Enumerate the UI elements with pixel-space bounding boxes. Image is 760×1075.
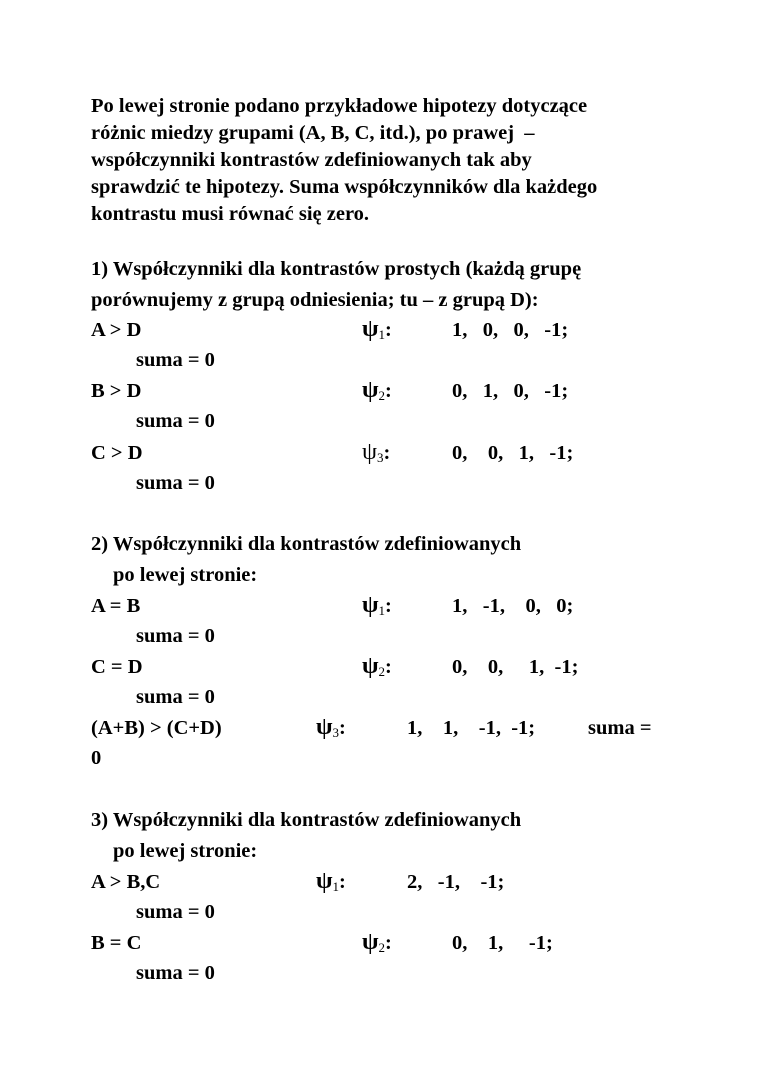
s1-row2-sum: suma = 0: [136, 410, 215, 432]
intro-line-3: współczynniki kontrastów zdefiniowanych tak aby: [91, 149, 532, 171]
s1-row1-psi: $\psi_1$:: [362, 316, 392, 342]
s2-row3-psi: $\psi_3$:: [316, 714, 346, 740]
psi-symbol: ψ: [362, 316, 379, 342]
s1-row2-psi: $\psi_2$:: [362, 377, 392, 403]
s2-row2-coefficients: 0, 0, 1, -1;: [452, 656, 579, 678]
psi-symbol: ψ: [362, 377, 379, 403]
psi-symbol: ψ: [362, 653, 379, 679]
s2-row2-psi: $\psi_2$:: [362, 653, 392, 679]
s2-row1-sum: suma = 0: [136, 625, 215, 647]
s1-row3-sum: suma = 0: [136, 472, 215, 494]
s2-row1-psi: $\psi_1$:: [362, 592, 392, 618]
s3-row1-sum: suma = 0: [136, 901, 215, 923]
s1-row1-hypothesis: A > D: [91, 319, 142, 341]
intro-line-4: sprawdzić te hipotezy. Suma współczynników dla każdego: [91, 176, 598, 198]
s3-row2-sum: suma = 0: [136, 962, 215, 984]
intro-line-1: Po lewej stronie podano przykładowe hipotezy dotyczące: [91, 95, 588, 117]
s2-row1-hypothesis: A = B: [91, 595, 141, 617]
s2-row2-hypothesis: C = D: [91, 656, 143, 678]
s1-row3-hypothesis: C > D: [91, 442, 143, 464]
psi-index: 3: [332, 725, 340, 740]
s3-row1-psi: $\psi_1$:: [316, 868, 346, 894]
psi-index: 2: [378, 940, 386, 955]
s2-row3-coefficients: 1, 1, -1, -1;: [407, 717, 536, 739]
s1-row1-sum: suma = 0: [136, 349, 215, 371]
s1-heading-line-2: porównujemy z grupą odniesienia; tu – z grupą D):: [91, 289, 539, 311]
psi-index: 2: [378, 664, 386, 679]
s3-heading-line-2: po lewej stronie:: [113, 840, 258, 862]
s2-row3-sum-value: 0: [91, 747, 102, 769]
intro-line-2: różnic miedzy grupami (A, B, C, itd.), po prawej –: [91, 122, 535, 144]
s3-row2-hypothesis: B = C: [91, 932, 142, 954]
s2-heading-line-2: po lewej stronie:: [113, 564, 258, 586]
psi-symbol: ψ: [316, 714, 333, 740]
psi-index: 1: [378, 327, 386, 342]
s1-heading-line-1: 1) Współczynniki dla kontrastów prostych (każdą grupę: [91, 258, 582, 280]
s2-row2-sum: suma = 0: [136, 686, 215, 708]
s1-row3-coefficients: 0, 0, 1, -1;: [452, 442, 574, 464]
s3-heading-line-1: 3) Współczynniki dla kontrastów zdefiniowanych: [91, 809, 522, 831]
s2-row3-hypothesis: (A+B) > (C+D): [91, 717, 222, 739]
psi-symbol: ψ: [362, 929, 379, 955]
psi-symbol: ψ: [362, 439, 378, 465]
s3-row2-coefficients: 0, 1, -1;: [452, 932, 553, 954]
s3-row1-coefficients: 2, -1, -1;: [407, 871, 505, 893]
s3-row2-psi: $\psi_2$:: [362, 929, 392, 955]
psi-index: 2: [378, 388, 386, 403]
psi-index: 1: [378, 603, 386, 618]
s2-row3-sum-label: suma =: [588, 717, 652, 739]
s1-row2-hypothesis: B > D: [91, 380, 142, 402]
s2-heading-line-1: 2) Współczynniki dla kontrastów zdefiniowanych: [91, 533, 522, 555]
psi-index: 1: [332, 879, 340, 894]
s1-row3-psi: $\psi_3$:: [362, 439, 391, 465]
intro-line-5: kontrastu musi równać się zero.: [91, 203, 370, 225]
psi-symbol: ψ: [316, 868, 333, 894]
s3-row1-hypothesis: A > B,C: [91, 871, 161, 893]
psi-index: 3: [377, 450, 384, 465]
s1-row1-coefficients: 1, 0, 0, -1;: [452, 319, 569, 341]
psi-symbol: ψ: [362, 592, 379, 618]
s1-row2-coefficients: 0, 1, 0, -1;: [452, 380, 569, 402]
s2-row1-coefficients: 1, -1, 0, 0;: [452, 595, 574, 617]
